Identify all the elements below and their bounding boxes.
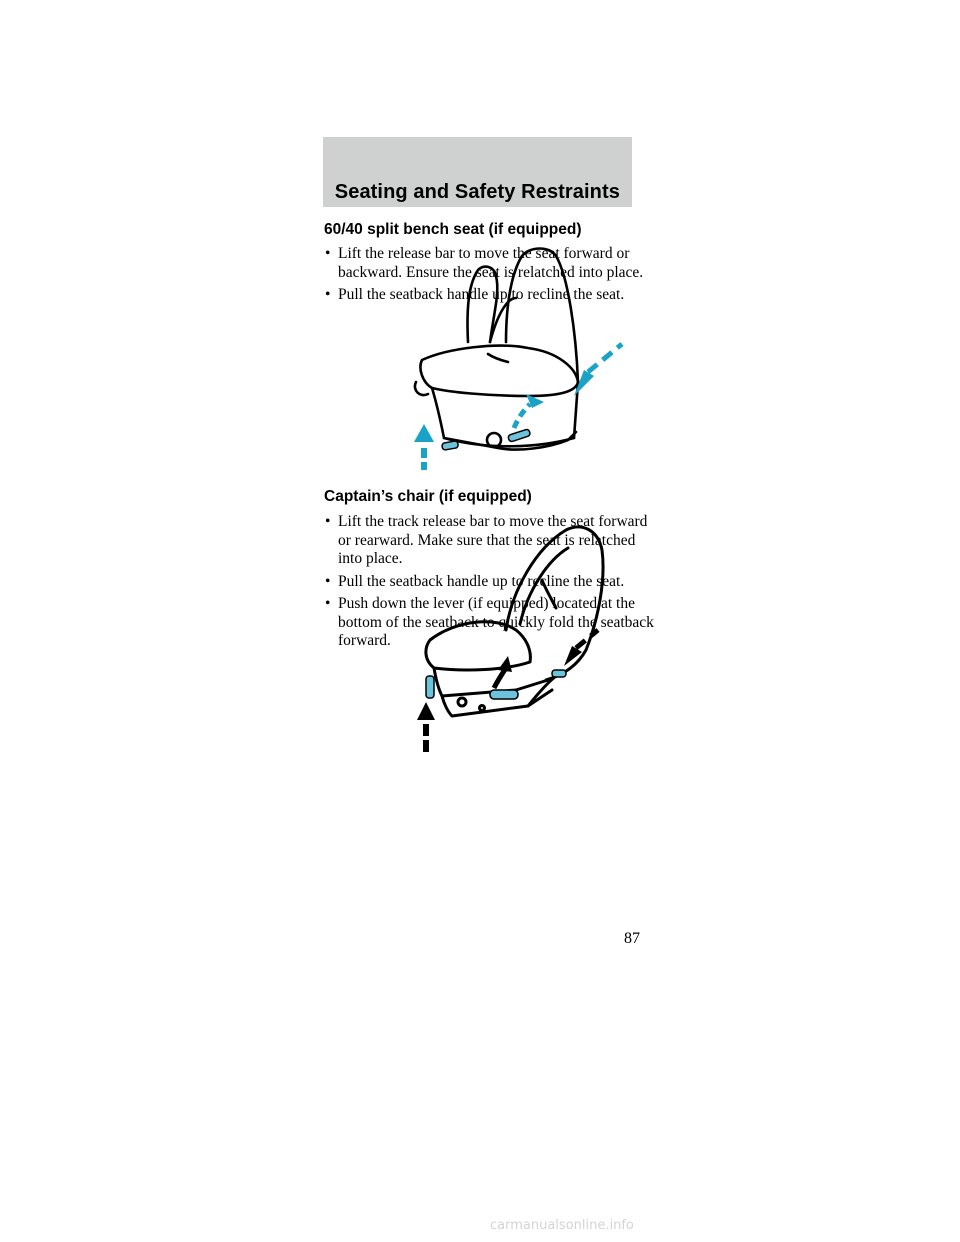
header-band <box>323 137 632 207</box>
list-item: • Push down the lever (if equipped) located at the bottom of the seatback to quickly fold the seatback forward. <box>325 595 654 649</box>
list-item: • Lift the release bar to move the seat forward or backward. Ensure the seat is relatched into place. <box>325 245 644 281</box>
list-item: • Pull the seatback handle up to recline the seat. <box>325 286 625 303</box>
section-title: Seating and Safety Restraints <box>334 181 620 203</box>
footer-watermark: carmanualsonline.info <box>490 1218 634 1233</box>
bench-seat-illustration <box>408 242 632 474</box>
page-number: 87 <box>624 930 640 947</box>
bench-seat-heading: 60/40 split bench seat (if equipped) <box>324 221 582 238</box>
list-item: • Pull the seatback handle up to recline the seat. <box>325 572 625 590</box>
captains-chair-heading: Captain’s chair (if equipped) <box>324 488 532 505</box>
captains-chair-illustration <box>416 520 612 752</box>
list-item: • Lift the track release bar to move the seat forward or rearward. Make sure that the seat is relatched into place. <box>325 513 648 567</box>
